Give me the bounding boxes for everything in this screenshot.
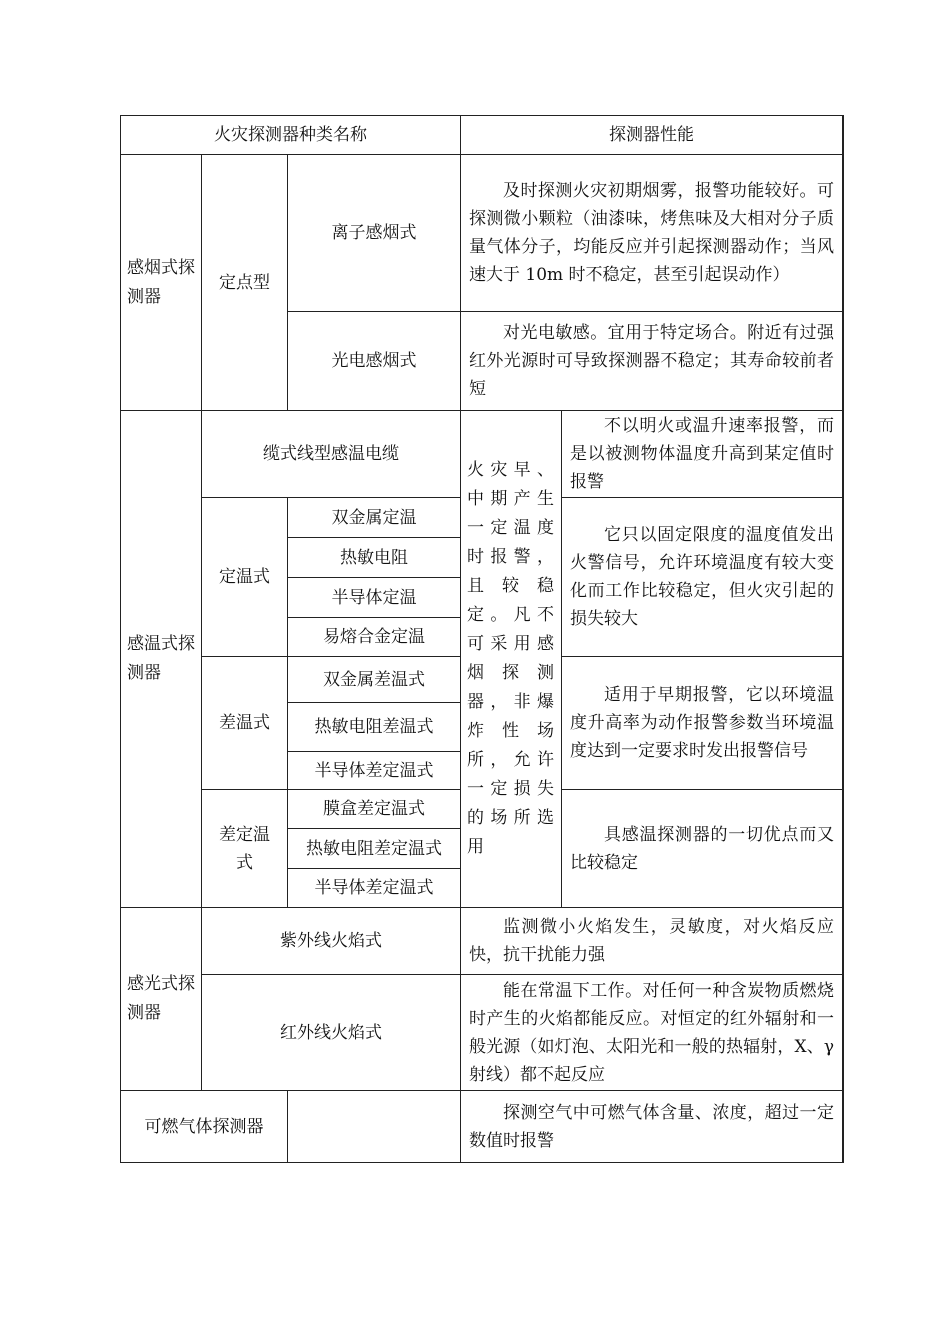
- heat-difffixed-item: 半导体差定温式: [287, 868, 461, 908]
- heat-cable-name: 缆式线型感温电缆: [201, 410, 461, 498]
- smoke-ion-desc: 及时探测火灾初期烟雾，报警功能较好。可探测微小颗粒（油漆味，烤焦味及大相对分子质量气体分子，均能反应并引起探测器动作；当风速大于 10m 时不稳定，甚至引起误动作）: [460, 154, 843, 312]
- light-uv-name: 紫外线火焰式: [201, 907, 461, 975]
- gas-category: 可燃气体探测器: [120, 1090, 288, 1163]
- heat-difffixed-item: 膜盒差定温式: [287, 789, 461, 829]
- heat-difffixed-subtype: 差定温式: [201, 789, 288, 908]
- heat-fixed-item: 易熔合金定温: [287, 617, 461, 657]
- heat-diff-item: 热敏电阻差温式: [287, 702, 461, 752]
- heat-diff-subtype: 差温式: [201, 656, 288, 790]
- heat-fixed-item: 热敏电阻: [287, 537, 461, 578]
- gas-empty-cell: [287, 1090, 461, 1163]
- light-ir-desc: 能在常温下工作。对任何一种含炭物质燃烧时产生的火焰都能反应。对恒定的红外辐射和一般光源（如灯泡、太阳光和一般的热辐射，X、γ射线）都不起反应: [460, 974, 843, 1091]
- smoke-category: 感烟式探测器: [120, 154, 202, 411]
- heat-fixed-desc: 它只以固定限度的温度值发出火警信号，允许环境温度有较大变化而工作比较稳定，但火灾引起的损失较大: [561, 497, 843, 657]
- smoke-subtype: 定点型: [201, 154, 288, 411]
- heat-diff-item: 双金属差温式: [287, 656, 461, 703]
- table-right-border: [843, 115, 844, 1163]
- heat-fixed-item: 半导体定温: [287, 577, 461, 618]
- header-performance: 探测器性能: [460, 115, 843, 155]
- heat-diff-item: 半导体差定温式: [287, 751, 461, 790]
- smoke-photo-desc: 对光电敏感。宜用于特定场合。附近有过强红外光源时可导致探测器不稳定；其寿命较前者短: [460, 311, 843, 411]
- smoke-photo-name: 光电感烟式: [287, 311, 461, 411]
- smoke-ion-name: 离子感烟式: [287, 154, 461, 312]
- heat-fixed-subtype: 定温式: [201, 497, 288, 657]
- light-ir-name: 红外线火焰式: [201, 974, 461, 1091]
- heat-difffixed-item: 热敏电阻差定温式: [287, 828, 461, 869]
- light-category: 感光式探测器: [120, 907, 202, 1091]
- heat-common-desc: 火灾早、中期产生一定温度时报警，且较稳定。凡不可采用感烟探测器，非爆炸性场所，允许一定损失的场所选用: [460, 410, 562, 908]
- heat-diff-desc: 适用于早期报警，它以环境温度升高率为动作报警参数当环境温度达到一定要求时发出报警信号: [561, 656, 843, 790]
- heat-difffixed-desc: 具感温探测器的一切优点而又比较稳定: [561, 789, 843, 908]
- gas-desc: 探测空气中可燃气体含量、浓度，超过一定数值时报警: [460, 1090, 843, 1163]
- heat-fixed-item: 双金属定温: [287, 497, 461, 538]
- light-uv-desc: 监测微小火焰发生，灵敏度，对火焰反应快，抗干扰能力强: [460, 907, 843, 975]
- heat-category: 感温式探测器: [120, 410, 202, 908]
- header-type-name: 火灾探测器种类名称: [120, 115, 461, 155]
- heat-cable-desc: 不以明火或温升速率报警，而是以被测物体温度升高到某定值时报警: [561, 410, 843, 498]
